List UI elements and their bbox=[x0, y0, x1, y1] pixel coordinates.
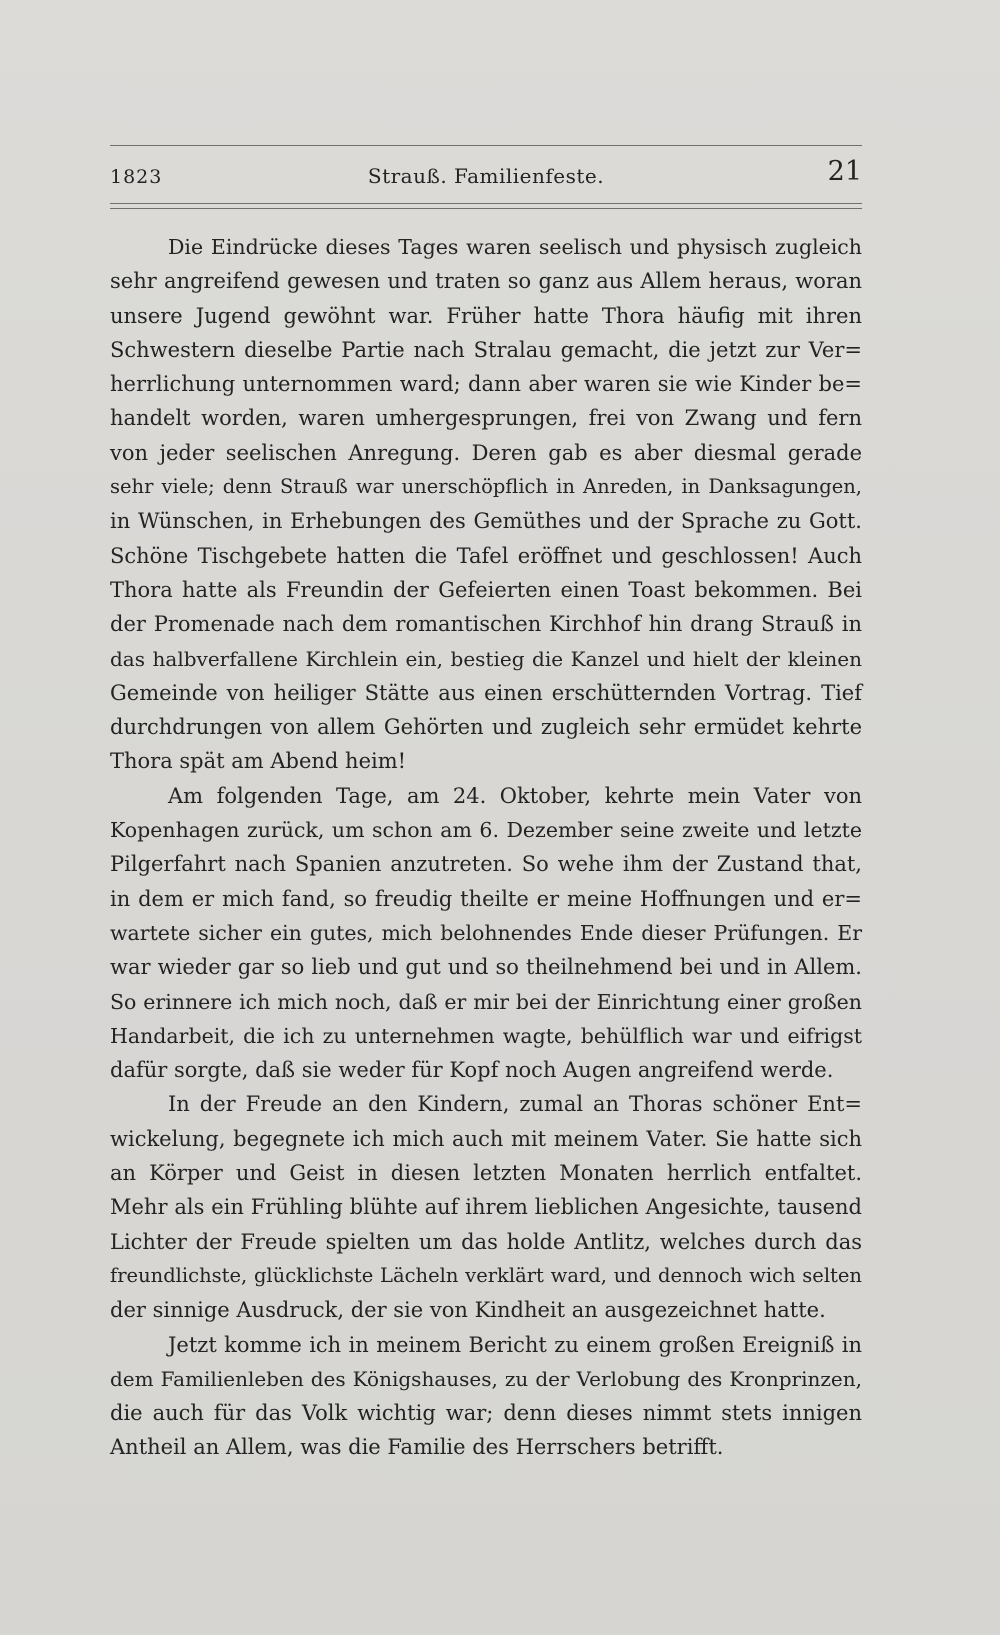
page-number: 21 bbox=[827, 156, 862, 187]
header-top-rule bbox=[110, 145, 862, 146]
running-header bbox=[110, 152, 862, 192]
text-line: freundlichste, glücklichste Lächeln verklärt ward, und dennoch wich selten bbox=[110, 1263, 862, 1287]
text-line: in dem er mich fand, so freudig theilte er meine Hoffnungen und er= bbox=[110, 886, 862, 911]
text-line: war wieder gar so lieb und gut und so theilnehmend bei und in Allem. bbox=[110, 955, 862, 980]
text-line: wickelung, begegnete ich mich auch mit meinem Vater. Sie hatte sich bbox=[110, 1126, 862, 1151]
body-text bbox=[110, 230, 862, 1465]
text-line: Schöne Tischgebete hatten die Tafel eröffnet und geschlossen! Auch bbox=[110, 543, 862, 568]
text-line: So erinnere ich mich noch, daß er mir bei der Einrichtung einer großen bbox=[110, 989, 862, 1014]
header-bottom-rule bbox=[110, 203, 862, 204]
header-bottom-rule-thin bbox=[110, 208, 862, 209]
text-line: sehr angreifend gewesen und traten so ganz aus Allem heraus, woran bbox=[110, 269, 862, 294]
text-line: Gemeinde von heiliger Stätte aus einen erschütternden Vortrag. Tief bbox=[110, 680, 862, 705]
text-line: Jetzt komme ich in meinem Bericht zu einem großen Ereigniß in bbox=[168, 1332, 862, 1357]
text-line: in Wünschen, in Erhebungen des Gemüthes und der Sprache zu Gott. bbox=[110, 509, 862, 534]
text-line: von jeder seelischen Anregung. Deren gab es aber diesmal gerade bbox=[110, 440, 862, 465]
text-line: das halbverfallene Kirchlein ein, bestieg die Kanzel und hielt der kleinen bbox=[110, 646, 862, 671]
text-line: wartete sicher ein gutes, mich belohnendes Ende dieser Prüfungen. Er bbox=[110, 920, 862, 945]
text-line: der sinnige Ausdruck, der sie von Kindheit an ausgezeichnet hatte. bbox=[110, 1298, 826, 1323]
text-line: sehr viele; denn Strauß war unerschöpflich in Anreden, in Danksagungen, bbox=[110, 475, 862, 499]
text-line: Pilgerfahrt nach Spanien anzutreten. So wehe ihm der Zustand that, bbox=[110, 852, 862, 877]
text-line: Am folgenden Tage, am 24. Oktober, kehrte mein Vater von bbox=[168, 783, 862, 808]
text-line: durchdrungen von allem Gehörten und zugleich sehr ermüdet kehrte bbox=[110, 715, 862, 740]
text-line: der Promenade nach dem romantischen Kirchhof hin drang Strauß in bbox=[110, 612, 862, 637]
text-line: die auch für das Volk wichtig war; denn dieses nimmt stets innigen bbox=[110, 1401, 862, 1426]
text-line: an Körper und Geist in diesen letzten Monaten herrlich entfaltet. bbox=[110, 1161, 862, 1186]
header-year: 1823 bbox=[110, 166, 163, 188]
text-line: dafür sorgte, daß sie weder für Kopf noch Augen angreifend werde. bbox=[110, 1058, 834, 1083]
text-line: Thora hatte als Freundin der Gefeierten einen Toast bekommen. Bei bbox=[110, 577, 862, 602]
text-line: Antheil an Allem, was die Familie des Herrschers betrifft. bbox=[110, 1435, 724, 1460]
text-line: In der Freude an den Kindern, zumal an Thoras schöner Ent= bbox=[168, 1092, 862, 1117]
text-line: Schwestern dieselbe Partie nach Stralau gemacht, die jetzt zur Ver= bbox=[110, 337, 862, 362]
text-line: dem Familienleben des Königshauses, zu der Verlobung des Kronprinzen, bbox=[110, 1366, 862, 1391]
text-line: Handarbeit, die ich zu unternehmen wagte, behülflich war und eifrigst bbox=[110, 1023, 862, 1048]
header-title: Strauß. Familienfeste. bbox=[367, 164, 605, 188]
text-line: unsere Jugend gewöhnt war. Früher hatte Thora häufig mit ihren bbox=[110, 303, 862, 328]
text-line: Mehr als ein Frühling blühte auf ihrem lieblichen Angesichte, tausend bbox=[110, 1195, 862, 1220]
text-line: Kopenhagen zurück, um schon am 6. Dezember seine zweite und letzte bbox=[110, 818, 862, 843]
text-line: Die Eindrücke dieses Tages waren seelisch und physisch zugleich bbox=[168, 235, 862, 259]
text-line: Thora spät am Abend heim! bbox=[110, 749, 407, 774]
text-line: handelt worden, waren umhergesprungen, frei von Zwang und fern bbox=[110, 406, 862, 431]
text-line: Lichter der Freude spielten um das holde Antlitz, welches durch das bbox=[110, 1229, 862, 1254]
text-line: herrlichung unternommen ward; dann aber waren sie wie Kinder be= bbox=[110, 372, 862, 397]
